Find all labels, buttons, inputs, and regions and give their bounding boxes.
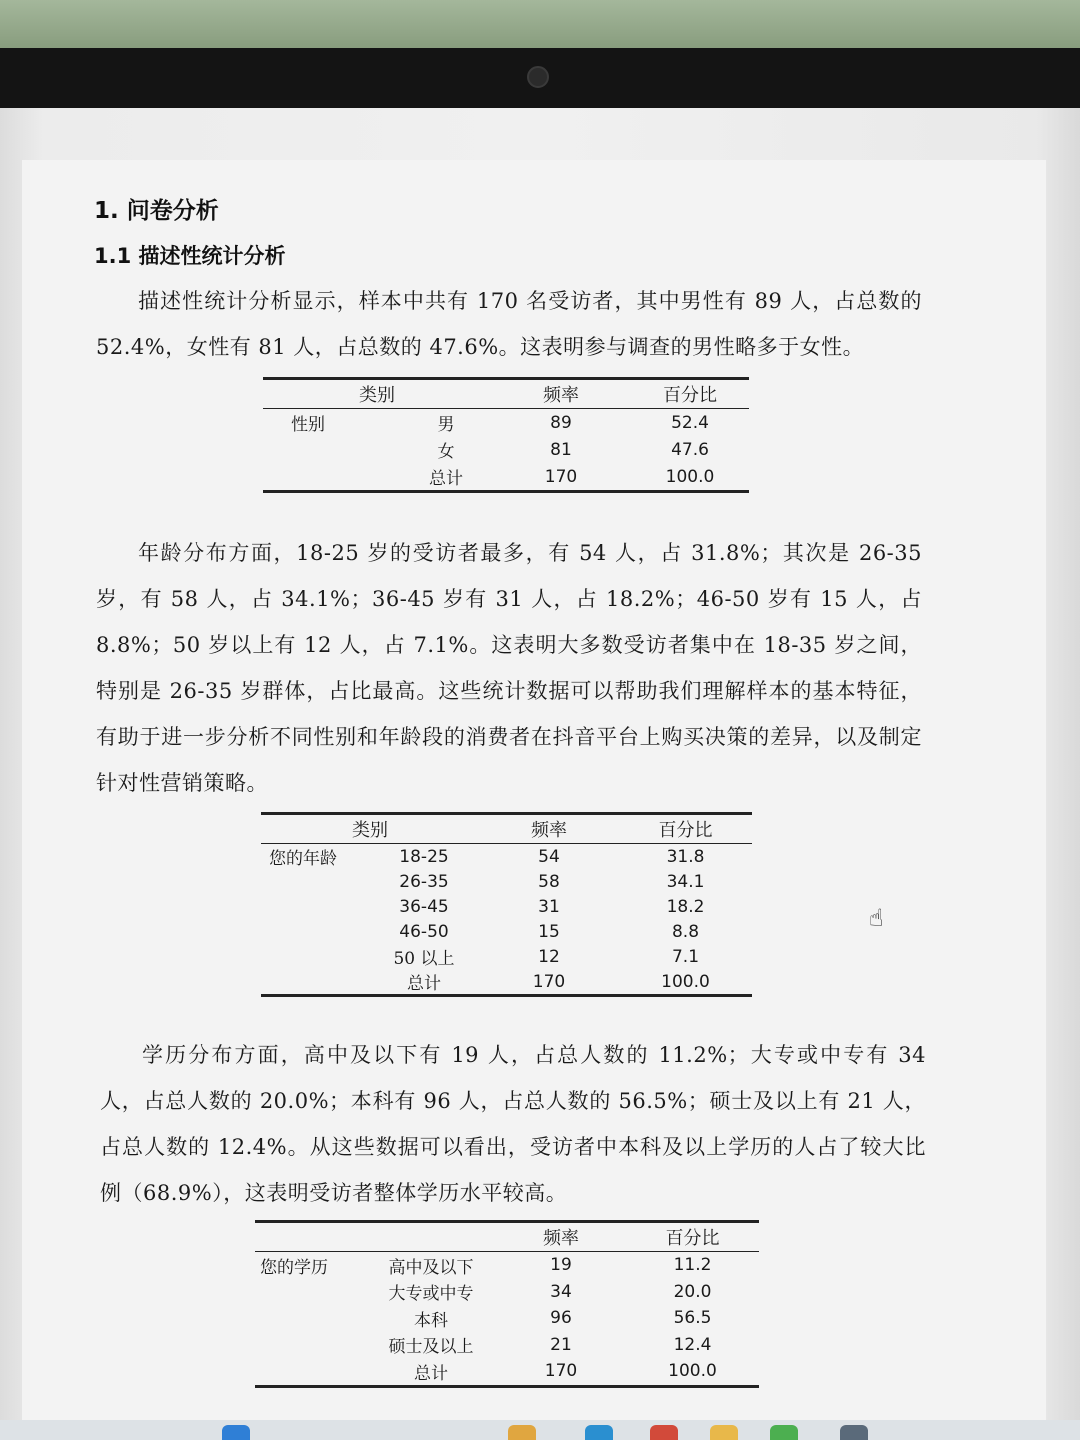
table-row xyxy=(263,463,749,492)
group-label: 您的年龄 xyxy=(269,849,337,869)
row-frequency: 81 xyxy=(550,439,572,460)
row-percent: 100.0 xyxy=(665,466,715,487)
paragraph-age: 年龄分布方面，18-25 岁的受访者最多，有 54 人，占 31.8%；其次是 26-35 岁，有 58 人，占 34.1%；36-45 岁有 31 人，占 18.2%；46-50 岁有 15 人，占 8.8%；50 岁以上有 12 人，占 7.1%。这表明大多数受访者集中在 18-35 岁之间，特别是 26-35 岁群体，占比最高。这些统计数据可以帮助我们理解样本的基本特征，有助于进一步分析不同性别和年龄段的消费者在抖音平台上购买决策的差异，以及制定针对性营销策略。 xyxy=(96,541,922,795)
heading-1: 1. 问卷分析 xyxy=(94,198,219,224)
row-percent: 52.4 xyxy=(671,412,709,433)
row-frequency: 170 xyxy=(544,466,578,487)
age-table xyxy=(261,812,752,997)
table-row xyxy=(261,894,752,919)
row-frequency: 170 xyxy=(532,971,566,992)
row-label: 50 以上 xyxy=(393,949,455,969)
row-percent: 56.5 xyxy=(673,1308,712,1329)
table-row xyxy=(261,844,752,870)
row-frequency: 54 xyxy=(538,846,560,867)
webcam xyxy=(527,66,549,88)
header-category: 类别 xyxy=(261,814,479,844)
table-row xyxy=(263,409,749,437)
table-row xyxy=(255,1252,759,1279)
row-frequency: 58 xyxy=(538,871,560,892)
row-frequency: 15 xyxy=(538,921,560,942)
start-icon[interactable] xyxy=(222,1425,250,1440)
row-label: 本科 xyxy=(414,1310,448,1331)
row-label: 36-45 xyxy=(399,896,449,917)
gender-table xyxy=(263,377,749,493)
header-percent: 百分比 xyxy=(626,1222,759,1252)
table-row xyxy=(261,919,752,944)
paragraph-gender: 描述性统计分析显示，样本中共有 170 名受访者，其中男性有 89 人，占总数的 52.4%，女性有 81 人，占总数的 47.6%。这表明参与调查的男性略多于女性。 xyxy=(96,289,922,359)
header-frequency: 频率 xyxy=(496,1222,626,1252)
chrome-icon[interactable] xyxy=(650,1425,678,1440)
header-category: 类别 xyxy=(263,379,491,409)
row-label: 大专或中专 xyxy=(388,1284,474,1305)
taskbar[interactable] xyxy=(0,1420,1080,1440)
row-label: 女 xyxy=(437,442,455,462)
settings-icon[interactable] xyxy=(840,1425,868,1440)
row-label: 高中及以下 xyxy=(388,1257,474,1278)
row-frequency: 19 xyxy=(550,1255,572,1276)
table-row xyxy=(261,869,752,894)
row-frequency: 170 xyxy=(544,1361,578,1382)
row-percent: 100.0 xyxy=(668,1361,717,1382)
paragraph-education: 学历分布方面，高中及以下有 19 人，占总人数的 11.2%；大专或中专有 34 人，占总人数的 20.0%；本科有 96 人，占总人数的 56.5%；硕士及以上有 21 人，占总人数的 12.4%。从这些数据可以看出，受访者中本科及以上学历的人占了较大比例（68.9%），这表明受访者整体学历水平较高。 xyxy=(100,1043,926,1205)
header-frequency: 频率 xyxy=(491,379,631,409)
row-frequency: 96 xyxy=(550,1308,572,1329)
row-label: 46-50 xyxy=(399,921,449,942)
row-percent: 100.0 xyxy=(661,971,710,992)
row-label: 硕士及以上 xyxy=(388,1337,474,1358)
table-row xyxy=(255,1358,759,1386)
row-label: 总计 xyxy=(429,469,463,489)
hand-cursor-icon: ☝ xyxy=(869,904,884,932)
education-table xyxy=(255,1220,759,1388)
table-row xyxy=(255,1332,759,1359)
row-percent: 20.0 xyxy=(673,1281,712,1302)
group-label: 您的学历 xyxy=(260,1257,328,1278)
row-percent: 31.8 xyxy=(666,846,705,867)
group-label: 性别 xyxy=(291,415,325,435)
row-percent: 18.2 xyxy=(666,896,705,917)
row-label: 26-35 xyxy=(399,871,449,892)
row-percent: 7.1 xyxy=(671,946,700,967)
header-percent: 百分比 xyxy=(631,379,749,409)
header-category xyxy=(255,1222,496,1252)
table-row xyxy=(263,436,749,463)
row-frequency: 34 xyxy=(550,1281,572,1302)
browser-icon[interactable] xyxy=(585,1425,613,1440)
table-row xyxy=(255,1305,759,1332)
row-frequency: 89 xyxy=(550,412,572,433)
row-percent: 12.4 xyxy=(673,1334,712,1355)
table-row xyxy=(261,969,752,996)
row-frequency: 12 xyxy=(538,946,560,967)
row-percent: 34.1 xyxy=(666,871,705,892)
header-percent: 百分比 xyxy=(619,814,752,844)
row-frequency: 31 xyxy=(538,896,560,917)
row-label: 总计 xyxy=(414,1363,448,1384)
row-percent: 8.8 xyxy=(671,921,700,942)
table-row xyxy=(261,944,752,969)
app-icon[interactable] xyxy=(508,1425,536,1440)
row-percent: 11.2 xyxy=(673,1255,712,1276)
row-label: 18-25 xyxy=(399,846,449,867)
row-percent: 47.6 xyxy=(671,439,709,460)
row-label: 男 xyxy=(437,415,455,435)
table-row xyxy=(255,1279,759,1306)
row-label: 总计 xyxy=(407,974,441,994)
header-frequency: 频率 xyxy=(479,814,619,844)
row-frequency: 21 xyxy=(550,1334,572,1355)
folder-icon[interactable] xyxy=(710,1425,738,1440)
heading-2: 1.1 描述性统计分析 xyxy=(94,244,286,268)
wechat-icon[interactable] xyxy=(770,1425,798,1440)
